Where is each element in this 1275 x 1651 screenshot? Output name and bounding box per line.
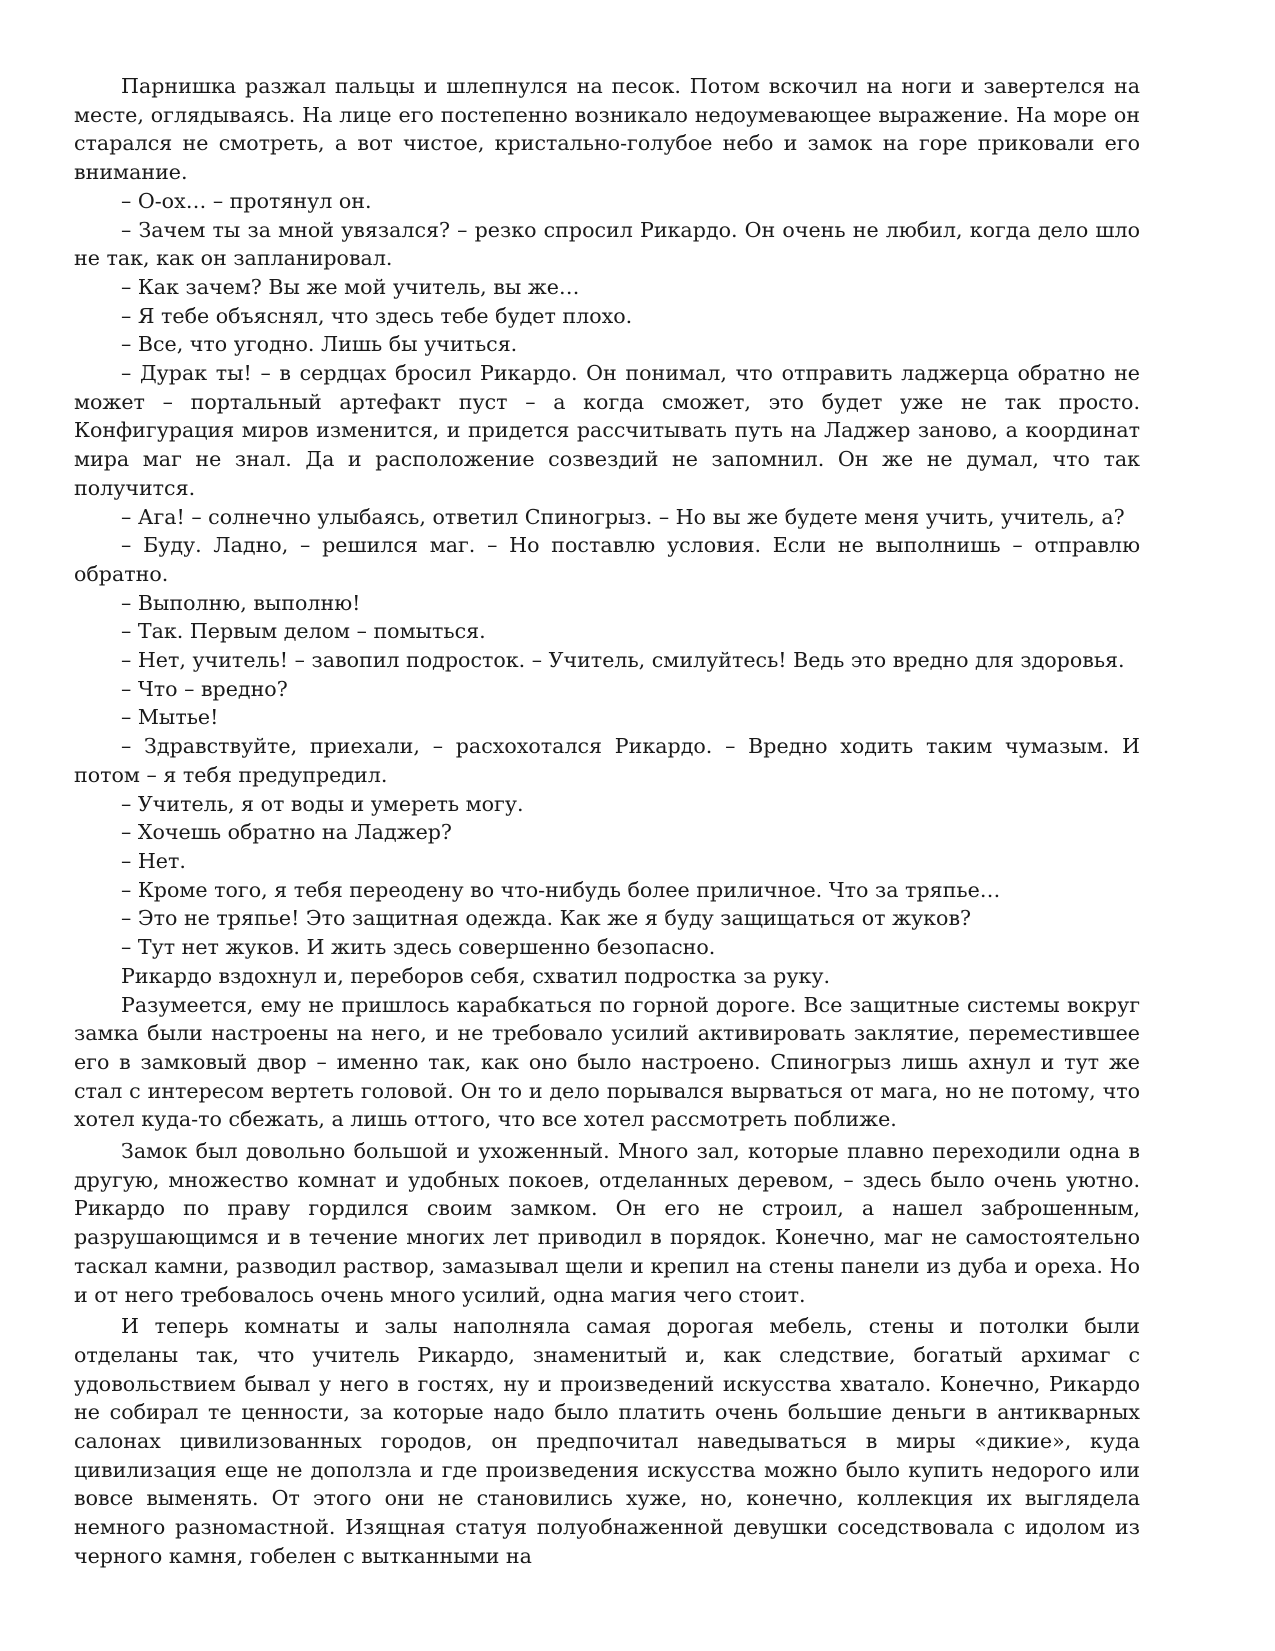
paragraph: – Кроме того, я тебя переодену во что-нибудь более приличное. Что за тряпье… <box>121 877 1001 902</box>
paragraph: Замок был довольно большой и ухоженный. Много зал, которые плавно переходили одна в другую, множество комнат и удобных покоев, отделанных деревом, – здесь было очень уютно. Рикардо по праву гордился своим замком. Он его не строил, а нашел заброшенным, разрушающимся и в течение многих лет приводил в порядок. Конечно, маг не самостоятельно таскал камни, разводил раствор, замазывал щели и крепил на стены панели из дуба и ореха. Но и от него требовалось очень много усилий, одна магия чего стоит. <box>74 1139 1140 1307</box>
paragraph: – Тут нет жуков. И жить здесь совершенно безопасно. <box>121 935 716 960</box>
paragraph: – Ага! – солнечно улыбаясь, ответил Спиногрыз. – Но вы же будете меня учить, учитель, а? <box>121 504 1125 529</box>
paragraph: Разумеется, ему не пришлось карабкаться по горной дороге. Все защитные системы вокруг замка были настроены на него, и не требовало усилий активировать заклятие, переместившее его в замковый двор – именно так, как оно было настроено. Спиногрыз лишь ахнул и тут же стал с интересом вертеть головой. Он то и дело порывался вырваться от мага, но не потому, что хотел куда-то сбежать, а лишь оттого, что все хотел рассмотреть поближе. <box>74 992 1140 1132</box>
paragraph: – Дурак ты! – в сердцах бросил Рикардо. Он понимал, что отправить ладжерца обратно не может – портальный артефакт пуст – а когда сможет, это будет уже не так просто. Конфигурация миров изменится, и придется рассчитывать путь на Ладжер заново, а координат мира маг не знал. Да и расположение созвездий не запомнил. Он же не думал, что так получится. <box>74 361 1140 500</box>
paragraph: – Как зачем? Вы же мой учитель, вы же… <box>121 274 580 299</box>
paragraph: – Все, что угодно. Лишь бы учиться. <box>121 332 518 357</box>
paragraph: – Зачем ты за мной увязался? – резко спросил Рикардо. Он очень не любил, когда дело шло не так, как он запланировал. <box>74 217 1140 271</box>
paragraph: – Мытье! <box>121 705 219 730</box>
paragraph: – Нет. <box>121 848 186 873</box>
paragraph: – Так. Первым делом – помыться. <box>121 619 486 644</box>
paragraph: – Здравствуйте, приехали, – расхохотался Рикардо. – Вредно ходить таким чумазым. И потом – я тебя предупредил. <box>74 734 1140 787</box>
paragraph: – Выполню, выполню! <box>121 590 361 615</box>
paragraph: – Что – вредно? <box>121 676 288 701</box>
paragraph: – Это не тряпье! Это защитная одежда. Как же я буду защищаться от жуков? <box>121 906 972 931</box>
paragraph: – Хочешь обратно на Ладжер? <box>121 820 452 845</box>
paragraph: – Нет, учитель! – завопил подросток. – Учитель, смилуйтесь! Ведь это вредно для здоровья. <box>121 648 1125 673</box>
paragraph: – Учитель, я от воды и умереть могу. <box>121 791 524 816</box>
paragraph: – Я тебе объяснял, что здесь тебе будет плохо. <box>121 303 633 328</box>
paragraph: И теперь комнаты и залы наполняла самая дорогая мебель, стены и потолки были отделаны так, что учитель Рикардо, знаменитый и, как следствие, богатый архимаг с удовольствием бывал у него в гостях, ну и произведений искусства хватало. Конечно, Рикардо не собирал те ценности, за которые надо было платить очень большие деньги в антикварных салонах цивилизованных городов, он предпочитал наведываться в миры «дикие», куда цивилизация еще не доползла и где произведения искусства можно было купить недорого или вовсе выменять. От этого они не становились хуже, но, конечно, коллекция их выглядела немного разномастной. Изящная статуя полуобнаженной девушки соседствовала с идолом из черного камня, гобелен с вытканными на <box>74 1314 1140 1568</box>
paragraph: Рикардо вздохнул и, переборов себя, схватил подростка за руку. <box>121 963 831 988</box>
paragraph: Парнишка разжал пальцы и шлепнулся на песок. Потом вскочил на ноги и завертелся на месте, оглядываясь. На лице его постепенно возникало недоумевающее выражение. На море он старался не смотреть, а вот чистое, кристально-голубое небо и замок на горе приковали его внимание. <box>74 74 1140 185</box>
page-body <box>74 72 1140 1571</box>
paragraph: – Буду. Ладно, – решился маг. – Но поставлю условия. Если не выполнишь – отправлю обратно. <box>74 533 1140 586</box>
paragraph: – О-ох… – протянул он. <box>121 188 372 213</box>
